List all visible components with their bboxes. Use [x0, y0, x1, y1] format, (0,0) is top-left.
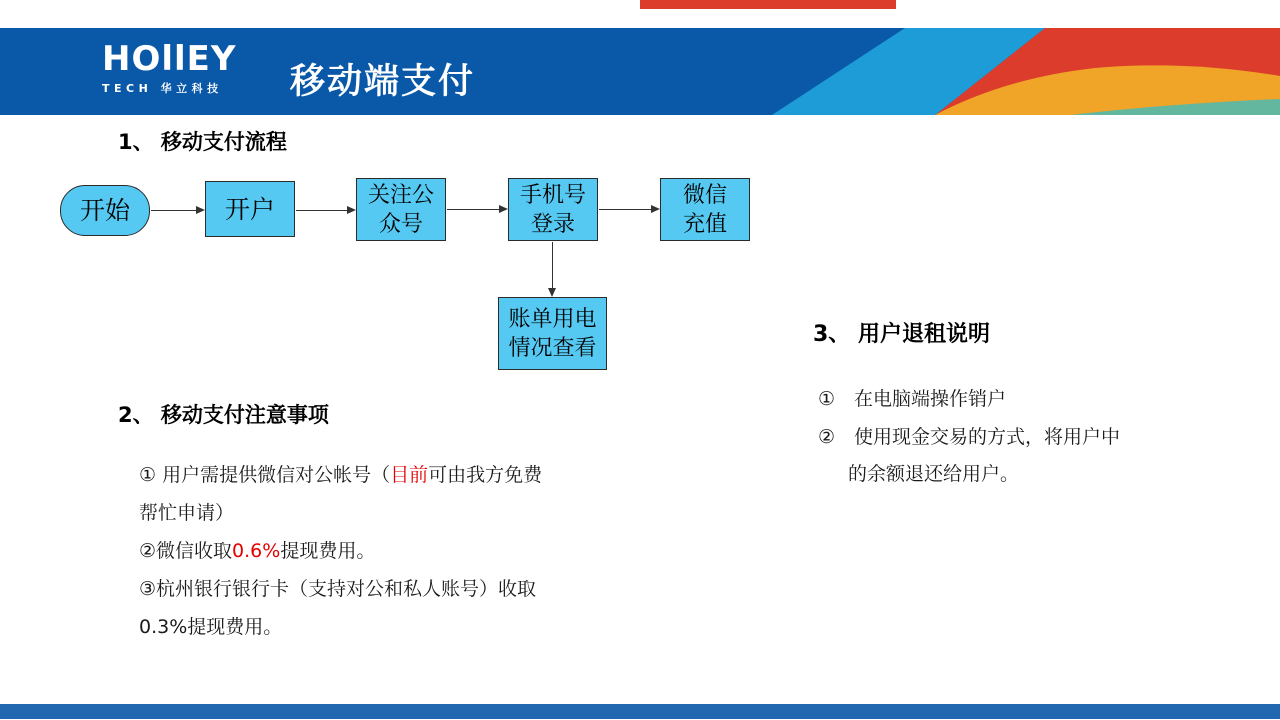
flow-arrow-start-to-open [151, 210, 203, 211]
flow-node-label-line1: 微信 [682, 182, 727, 208]
notes-line-1 [139, 456, 542, 494]
notes-line-2 [139, 494, 542, 532]
section2-heading: 2、 移动支付注意事项 [118, 403, 329, 427]
notes-highlight: 0.6% [232, 540, 281, 562]
flow-node-label-line2: 登录 [530, 211, 575, 237]
logo-brand-text: HOllEY [102, 39, 237, 79]
refund-line-3: 的余额退还给用户。 [848, 463, 1020, 485]
notes-highlight: 目前 [390, 464, 429, 486]
flow-node-label: 开始 [79, 196, 130, 225]
flow-node-label: 开户 [224, 194, 275, 224]
flow-node-label-line1: 手机号 [519, 182, 586, 208]
flow-node-phone-login [508, 178, 598, 241]
notes-text: 0.3%提现费用。 [139, 616, 283, 638]
flow-node-label-line2: 情况查看 [508, 335, 597, 361]
flow-node-label-line1: 账单用电 [508, 306, 597, 332]
flow-node-label-line2: 众号 [378, 211, 423, 237]
page-title: 移动端支付 [290, 62, 476, 102]
section3-body [818, 381, 1120, 494]
section1-heading: 1、 移动支付流程 [118, 130, 287, 154]
flow-arrow-login-to-bill [552, 242, 553, 295]
flow-node-start [60, 185, 150, 236]
flow-node-open-account [205, 181, 295, 237]
notes-line-4 [139, 570, 542, 608]
notes-text: 提现费用。 [280, 540, 376, 562]
section2-body [139, 456, 542, 646]
logo-tagline-text: TECH 华立科技 [102, 82, 223, 95]
header-decoration-shapes [750, 28, 1280, 115]
notes-text: ②微信收取 [139, 540, 233, 562]
notes-text: ① 用户需提供微信对公帐号（ [139, 464, 391, 486]
notes-line-3 [139, 532, 542, 570]
flow-arrow-open-to-follow [296, 210, 354, 211]
flow-node-label-line2: 充值 [682, 211, 727, 237]
flow-node-label-line1: 关注公 [367, 182, 434, 208]
flow-arrow-login-to-recharge [599, 209, 658, 210]
flow-node-wechat-recharge [660, 178, 750, 241]
notes-text: 可由我方免费 [428, 464, 543, 486]
section3-heading: 3、 用户退租说明 [813, 322, 990, 347]
notes-text: 帮忙申请） [139, 502, 235, 524]
notes-line-5 [139, 608, 542, 646]
top-red-accent-bar [640, 0, 896, 9]
refund-line-1: ① 在电脑端操作销户 [818, 388, 1007, 410]
notes-text: ③杭州银行银行卡（支持对公和私人账号）收取 [139, 578, 537, 600]
header-band [0, 28, 1280, 115]
flow-arrow-follow-to-login [447, 209, 506, 210]
holley-logo [102, 39, 237, 96]
refund-line-2: ② 使用现金交易的方式，将用户中 [818, 425, 1121, 448]
flow-node-bill-usage-check [498, 297, 607, 370]
flow-node-follow-official-account [356, 178, 446, 241]
footer-blue-bar [0, 704, 1280, 719]
